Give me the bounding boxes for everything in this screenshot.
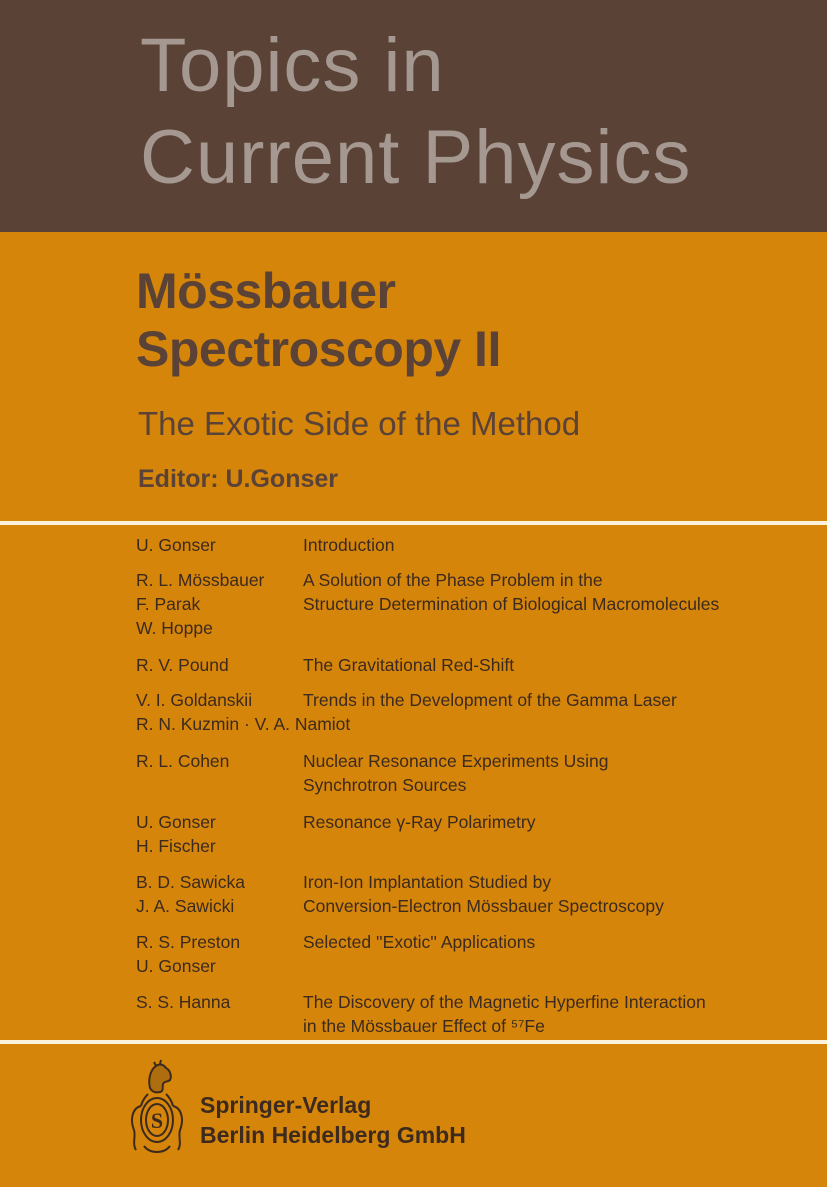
entry-authors	[136, 533, 216, 557]
entry-authors	[136, 870, 245, 918]
author: V. I. Goldanskii	[136, 690, 253, 710]
springer-chess-knight-logo-icon	[126, 1058, 188, 1158]
chapter-title: The Gravitational Red-Shift	[303, 655, 515, 675]
author: B. D. Sawicka	[136, 872, 245, 892]
author: R. V. Pound	[136, 655, 229, 675]
entry-chapter	[303, 653, 514, 677]
chapter-title: Resonance γ-Ray Polarimetry	[303, 812, 536, 832]
author: W. Hoppe	[136, 618, 213, 638]
author: F. Parak	[136, 594, 201, 614]
chapter-title: Trends in the Development of the Gamma Laser	[303, 690, 677, 710]
entry-chapter	[303, 533, 394, 557]
entry-authors	[136, 930, 240, 978]
chapter-title: Selected ''Exotic'' Applications	[303, 932, 536, 952]
book-subtitle: The Exotic Side of the Method	[138, 405, 581, 442]
publisher-name: Springer-Verlag	[200, 1092, 372, 1118]
chapter-title: The Discovery of the Magnetic Hyperfine Interaction	[303, 992, 706, 1012]
entry-chapter	[303, 688, 677, 712]
entry-authors	[136, 688, 350, 736]
editor-credit: Editor: U.Gonser	[138, 465, 339, 493]
chapter-title: Introduction	[303, 535, 395, 555]
entry-chapter	[303, 810, 535, 834]
publisher-imprint	[200, 1090, 466, 1150]
chapter-title: Conversion-Electron Mössbauer Spectroscopy	[303, 896, 664, 916]
svg-text:S: S	[150, 1108, 164, 1133]
chapter-title: Iron-Ion Implantation Studied by	[303, 872, 552, 892]
entry-authors	[136, 990, 230, 1014]
book-title	[136, 262, 501, 378]
series-band	[0, 0, 827, 232]
bottom-divider	[0, 1040, 827, 1044]
top-divider	[0, 521, 827, 525]
author: R. N. Kuzmin · V. A. Namiot	[136, 714, 351, 734]
entry-authors	[136, 568, 264, 640]
entry-chapter	[303, 990, 706, 1038]
chapter-title: Structure Determination of Biological Macromolecules	[303, 594, 720, 614]
author: R. S. Preston	[136, 932, 241, 952]
author: U. Gonser	[136, 956, 216, 976]
entry-chapter	[303, 930, 535, 954]
book-title-line-1: Mössbauer	[136, 263, 396, 319]
author: U. Gonser	[136, 535, 216, 555]
author: R. L. Cohen	[136, 751, 230, 771]
entry-chapter	[303, 568, 719, 616]
author: H. Fischer	[136, 836, 216, 856]
chapter-title: Synchrotron Sources	[303, 775, 467, 795]
author: R. L. Mössbauer	[136, 570, 265, 590]
entry-chapter	[303, 870, 664, 918]
chapter-title: Nuclear Resonance Experiments Using	[303, 751, 609, 771]
author: J. A. Sawicki	[136, 896, 235, 916]
series-title-line-2: Current Physics	[140, 115, 692, 200]
entry-authors	[136, 749, 229, 773]
chapter-title: in the Mössbauer Effect of ⁵⁷Fe	[303, 1016, 545, 1036]
publisher-location: Berlin Heidelberg GmbH	[200, 1122, 466, 1148]
entry-authors	[136, 653, 229, 677]
chapter-title: A Solution of the Phase Problem in the	[303, 570, 603, 590]
book-title-line-2: Spectroscopy II	[136, 321, 501, 377]
entry-chapter	[303, 749, 608, 797]
author: U. Gonser	[136, 812, 216, 832]
entry-authors	[136, 810, 216, 858]
author: S. S. Hanna	[136, 992, 231, 1012]
series-title-line-1: Topics in	[140, 23, 445, 108]
